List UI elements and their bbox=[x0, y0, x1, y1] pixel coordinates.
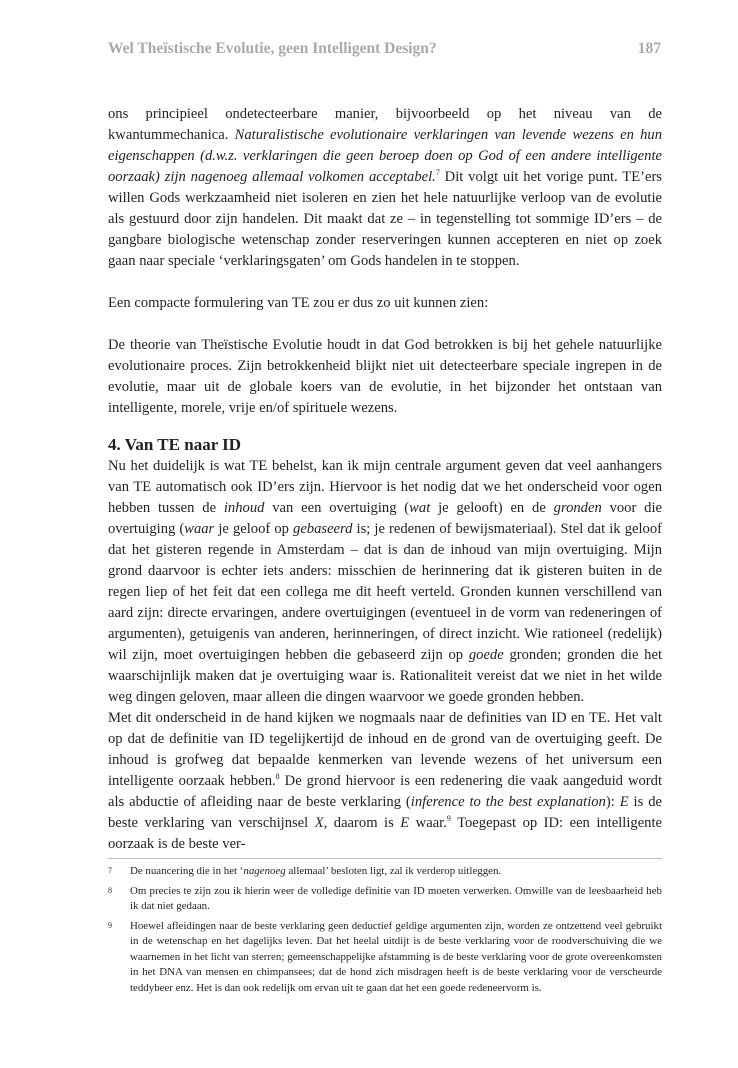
italic-text: gebaseerd bbox=[293, 521, 353, 537]
footnote-text: Hoewel afleidingen naar de beste verklaring geen deductief geldige argumenten zijn, worden ze ontzettend veel gebruikt in de wetenschap en het dagelijks leven. Dat het heelal uitdijt is de beste verklaring voor de roodverschuiving die we waarnemen in het licht van sterren; gemeenschappelijke afstamming is de beste verklaring voor de grote overeenkomsten in het DNA van mensen en chimpansees; dat de hond zich misdragen heeft is de beste verklaring voor de verscheurde teddybeer enz. Het is dan ook redelijk om ervan uit te gaan dat het een goede redeneervorm is. bbox=[130, 919, 662, 994]
text-run: ons principieel ondetecteerbare manier, bijvoorbeeld op het niveau van de kwantummechanica. bbox=[108, 106, 662, 143]
italic-text: nagenoeg bbox=[243, 865, 286, 877]
footnote-divider bbox=[108, 858, 662, 859]
text-run: Met dit onderscheid in de hand kijken we nogmaals naar de definities van ID en TE. Het valt op dat de definitie van ID tegelijkertijd de inhoud en de grond van de overtuiging geeft. De inhoud is grofweg dat bepaalde kenmerken van levende wezens of het universum een intelligente oorzaak hebben. bbox=[108, 710, 662, 789]
text-run: Toegepast op ID: een intelligente oorzaak is de beste ver- bbox=[108, 815, 662, 852]
text-run: waar. bbox=[409, 815, 447, 831]
paragraph bbox=[108, 708, 662, 855]
footnote-number: 7 bbox=[108, 866, 112, 875]
text-run: Nu het duidelijk is wat TE behelst, kan ik mijn centrale argument geven dat veel aanhangers van TE automatisch ook ID’ers zijn. Hiervoor is het nodig dat we het onderscheid voor ogen hebben tussen de bbox=[108, 458, 662, 516]
text-run: De nuancering die in het ‘ bbox=[130, 865, 244, 877]
footnote-ref-8[interactable]: 8 bbox=[275, 772, 280, 782]
italic-text: E bbox=[619, 794, 629, 810]
text-run: van een overtuiging ( bbox=[264, 500, 410, 516]
text-run: je geloof op bbox=[214, 521, 294, 537]
footnotes bbox=[108, 864, 662, 996]
text-run: je gelooft) en de bbox=[430, 500, 554, 516]
footnote-ref-9[interactable]: 9 bbox=[446, 814, 451, 824]
footnote-text bbox=[130, 864, 662, 880]
text-run: allemaal’ besloten ligt, zal ik verderop uitleggen. bbox=[285, 865, 502, 877]
italic-text: Naturalistische evolutionaire verklaringen van levende wezens en hun eigenschappen (d.w.z. verklaringen die geen beroep doen op God of een andere intelligente oorzaak) zijn nagenoeg allemaal volkomen acceptabel. bbox=[108, 127, 663, 185]
footnote-number: 9 bbox=[108, 920, 112, 930]
text-run: gronden; gronden die het waarschijnlijk maken dat je overtuiging waar is. Rationaliteit vereist dat we niet in het wilde weg dingen geloven, maar alleen die dingen waarvoor we goede gronden hebben. bbox=[108, 647, 663, 705]
italic-text: gronden bbox=[553, 500, 602, 516]
paragraph: De theorie van Theïstische Evolutie houdt in dat God betrokken is bij het gehele natuurlijke evolutionaire proces. Zijn betrokkenheid blijkt niet uit detecteerbare speciale ingrepen in de evolutie, maar uit de globale koers van de evolutie, in het bijzonder het ontstaan van intelligente, morele, vrije en/of spirituele wezens. bbox=[108, 337, 662, 416]
italic-text: goede bbox=[468, 647, 504, 663]
running-header-title: Wel Theïstische Evolutie, geen Intelligent Design? bbox=[108, 40, 437, 57]
footnote-ref-7[interactable]: 7 bbox=[435, 168, 440, 178]
running-header bbox=[108, 40, 661, 58]
italic-text: waar bbox=[184, 521, 215, 537]
text-run: Dit volgt uit het vorige punt. TE’ers willen Gods werkzaamheid niet isoleren en zien het hele natuurlijke verloop van de evolutie als gestuurd door zijn handelen. Dit maakt dat ze – in tegenstelling tot sommige ID’ers – de gangbare biologische wetenschap zonder reserveringen kunnen accepteren en niet op zoek gaan naar speciale ‘verklaringsgaten’ om Gods handelen in te stoppen. bbox=[108, 169, 662, 269]
main-text bbox=[108, 104, 662, 855]
paragraph bbox=[108, 104, 662, 272]
paragraph: Een compacte formulering van TE zou er dus zo uit kunnen zien: bbox=[108, 295, 489, 311]
paragraph bbox=[108, 456, 662, 708]
text-run: , daarom is bbox=[323, 815, 401, 831]
text-run: voor die overtuiging ( bbox=[108, 500, 662, 537]
italic-text: inhoud bbox=[223, 500, 265, 516]
text-run: De grond hiervoor is een redenering die vaak aangeduid wordt als abductie of afleiding naar de beste verklaring ( bbox=[108, 773, 662, 810]
page-number: 187 bbox=[637, 40, 661, 57]
text-run: ): bbox=[605, 794, 620, 810]
footnote-8 bbox=[108, 884, 662, 915]
italic-text: X bbox=[314, 815, 324, 831]
footnote-number: 8 bbox=[108, 885, 112, 895]
italic-text: wat bbox=[409, 500, 431, 516]
footnote-9 bbox=[108, 919, 662, 997]
text-run: is de beste verklaring van verschijnsel bbox=[108, 794, 662, 831]
italic-text: inference to the best explanation bbox=[410, 794, 606, 810]
section-heading: 4. Van TE naar ID bbox=[108, 435, 242, 454]
footnote-7 bbox=[108, 864, 662, 880]
italic-text: E bbox=[400, 815, 410, 831]
text-run: is; je redenen of bewijsmateriaal). Stel dat ik geloof dat het gisteren regende in Amsterdam – dat is dan de inhoud van mijn overtuiging. Mijn grond daarvoor is echter iets anders: misschien de herinnering dat ik gisteren buiten in de regen liep of het feit dat een collega me dit heeft verteld. Gronden kunnen verschillend van aard zijn: directe ervaringen, andere overtuigingen (eventueel in de vorm van redeneringen of argumenten), getuigenis van anderen, herinneringen, of direct inzicht. Wie rationeel (redelijk) wil zijn, moet overtuigingen hebben die gebaseerd zijn op bbox=[108, 521, 662, 663]
footnote-text: Om precies te zijn zou ik hierin weer de volledige definitie van ID moeten verwerken. Omwille van de leesbaarheid heb ik dat niet gedaan. bbox=[130, 884, 662, 912]
